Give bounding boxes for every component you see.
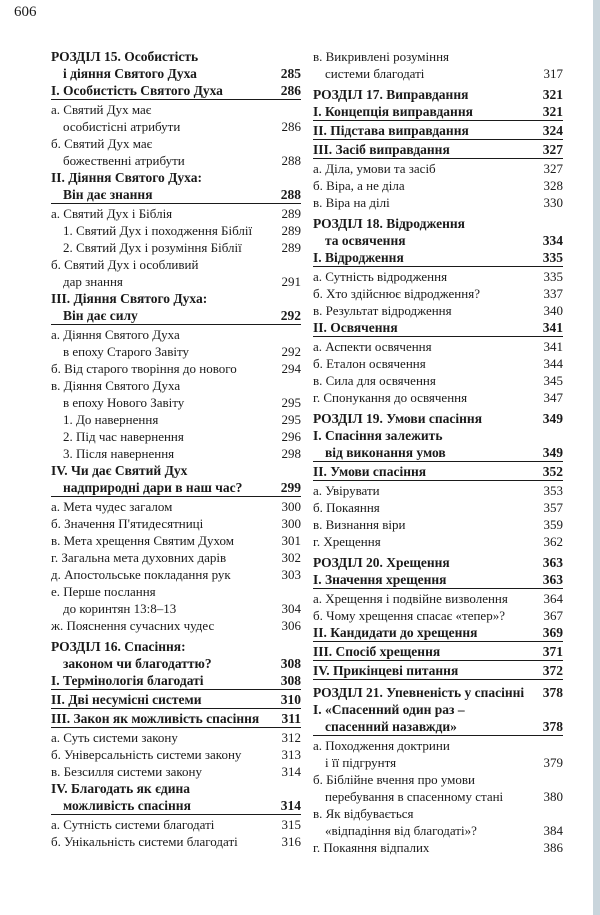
toc-entry-title: б. Універсальність системи закону [51,747,242,762]
toc-page-number: 292 [281,344,301,359]
toc-page-number: 295 [281,412,301,427]
toc-entry-title: б. Еталон освячення [313,356,426,371]
toc-page-number: 335 [543,269,563,284]
toc-entry-line [51,343,301,360]
toc-entry-title: системи благодаті [325,66,425,81]
toc-entry-line [313,141,563,159]
toc-page-number: 286 [280,83,301,98]
toc-entry-line [313,754,563,771]
toc-page-number: 300 [281,516,301,531]
toc-entry-title: І. «Спасенний один раз – [313,702,465,717]
toc-entry-line [51,205,301,222]
toc-entry-line [51,710,301,728]
toc-entry-title: надприродні дари в наш час? [63,480,243,495]
toc-page-number: 349 [542,445,563,460]
toc-entry-title: 1. До навернення [63,412,159,427]
toc-entry-line [313,571,563,589]
toc-entry-line [313,194,563,211]
toc-entry-title: і її підгрунтя [325,755,397,770]
toc-page-number: 295 [281,395,301,410]
toc-page-number: 292 [280,308,301,323]
toc-entry-line [51,583,301,600]
toc-entry-title: 2. Під час навернення [63,429,184,444]
toc-entry-line [51,82,301,100]
toc-entry-line [51,638,301,655]
toc-entry-line [313,499,563,516]
toc-page-number: 317 [543,66,563,81]
toc-entry-line [313,516,563,533]
toc-entry-line [313,482,563,499]
toc-page-number: 286 [281,119,301,134]
toc-entry-line [51,445,301,462]
toc-entry-title: а. Аспекти освячення [313,339,432,354]
toc-entry-line [313,410,563,427]
toc-entry-line [313,684,563,701]
toc-entry-title: Він дає силу [63,308,138,323]
toc-entry-line [313,103,563,121]
toc-entry-title: та освячення [325,233,406,248]
toc-entry-line [51,763,301,780]
toc-page-number: 335 [542,250,563,265]
toc-entry-title: ІІІ. Закон як можливість спасіння [51,711,260,726]
toc-page-number: 341 [542,320,563,335]
toc-entry-title: ІІ. Кандидати до хрещення [313,625,478,640]
toc-entry-line [51,256,301,273]
toc-entry-line [313,590,563,607]
toc-page-number: 357 [543,500,563,515]
toc-entry-title: г. Спонукання до освячення [313,390,468,405]
toc-entry-line [313,177,563,194]
toc-page-number: 359 [543,517,563,532]
toc-entry-title: ІІІ. Діяння Святого Духа: [51,291,208,306]
toc-entry-line [313,822,563,839]
toc-page-number: 353 [543,483,563,498]
toc-entry-line [313,643,563,661]
toc-entry-title: РОЗДІЛ 18. Відродження [313,216,465,231]
toc-page-number: 289 [281,240,301,255]
toc-entry-line [51,655,301,672]
toc-entry-title: ІІ. Діяння Святого Духа: [51,170,202,185]
toc-page-number: 379 [543,755,563,770]
toc-entry-line [51,617,301,634]
toc-page-number: 288 [280,187,301,202]
toc-page-number: 302 [281,550,301,565]
toc-entry-line [313,122,563,140]
toc-page-number: 371 [542,644,563,659]
toc-entry-title: РОЗДІЛ 20. Хрещення [313,555,450,570]
toc-entry-title: в. Сила для освячення [313,373,436,388]
toc-entry-line [313,319,563,337]
toc-entry-title: б. Святий Дух має [51,136,153,151]
toc-entry-line [51,833,301,850]
page-edge [593,0,600,915]
toc-entry-line [313,839,563,856]
toc-entry-title: можливість спасіння [63,798,191,813]
toc-entry-title: в. Віра на ділі [313,195,390,210]
toc-entry-line [51,780,301,797]
toc-entry-title: б. Чому хрещення спасає «тепер»? [313,608,505,623]
toc-left-column [51,48,301,850]
toc-entry-title: а. Сутність системи благодаті [51,817,215,832]
toc-entry-title: до коринтян 13:8–13 [63,601,177,616]
toc-entry-title: г. Хрещення [313,534,381,549]
toc-entry-title: РОЗДІЛ 19. Умови спасіння [313,411,482,426]
toc-entry-line [51,600,301,617]
toc-entry-title: д. Апостольське покладання рук [51,567,231,582]
toc-entry-line [313,302,563,319]
toc-page-number: 321 [542,87,563,102]
toc-entry-line [51,549,301,566]
toc-page-number: 289 [281,223,301,238]
toc-entry-line [313,718,563,736]
toc-entry-title: 2. Святий Дух і розуміння Біблії [63,240,242,255]
toc-entry-line [313,533,563,550]
toc-entry-title: в. Визнання віри [313,517,406,532]
toc-page-number: 372 [542,663,563,678]
toc-entry-title: в. Результат відродження [313,303,452,318]
toc-page-number: 369 [542,625,563,640]
toc-page-number: 288 [281,153,301,168]
toc-entry-line [313,232,563,249]
toc-entry-title: І. Концепція виправдання [313,104,473,119]
toc-entry-title: б. Від старого творіння до нового [51,361,237,376]
toc-page-number: 304 [281,601,301,616]
toc-page-number: 384 [543,823,563,838]
toc-page-number: 316 [281,834,301,849]
toc-page-number: 327 [543,161,563,176]
toc-page-number: 306 [281,618,301,633]
toc-entry-line [51,239,301,256]
toc-entry-line [51,48,301,65]
toc-entry-title: а. Діяння Святого Духа [51,327,180,342]
toc-page-number: 341 [543,339,563,354]
toc-page-number: 378 [542,685,563,700]
toc-page-number: 367 [543,608,563,623]
toc-page-number: 301 [281,533,301,548]
toc-entry-title: б. Значення П'ятидесятниці [51,516,204,531]
toc-entry-title: 3. Після навернення [63,446,175,461]
toc-entry-title: РОЗДІЛ 21. Упевненість у спасінні [313,685,525,700]
toc-page-number: 328 [543,178,563,193]
toc-entry-line [51,729,301,746]
toc-entry-title: б. Унікальність системи благодаті [51,834,238,849]
toc-page-number: 337 [543,286,563,301]
toc-entry-title: а. Святий Дух має [51,102,152,117]
toc-entry-line [313,771,563,788]
page-number: 606 [14,4,37,20]
toc-entry-title: IV. Благодать як єдина [51,781,191,796]
toc-entry-line [313,355,563,372]
toc-entry-title: ІІ. Умови спасіння [313,464,427,479]
toc-entry-title: перебування в спасенному стані [325,789,504,804]
toc-entry-title: спасенний назавжди» [325,719,457,734]
toc-page-number: 344 [543,356,563,371]
toc-entry-line [313,48,563,65]
toc-entry-line [51,515,301,532]
toc-entry-title: 1. Святий Дух і походження Біблії [63,223,253,238]
toc-entry-line [51,222,301,239]
toc-entry-title: І. Термінологія благодаті [51,673,204,688]
toc-entry-line [313,737,563,754]
toc-page-number: 349 [542,411,563,426]
toc-entry-line [313,662,563,680]
toc-page-number: 363 [542,572,563,587]
toc-entry-line [51,101,301,118]
toc-page-number: 364 [543,591,563,606]
toc-entry-line [51,326,301,343]
toc-page-number: 363 [542,555,563,570]
toc-entry-title: б. Хто здійснює відродження? [313,286,480,301]
toc-entry-title: в епоху Старого Завіту [63,344,189,359]
toc-page-number: 300 [281,499,301,514]
toc-entry-line [51,532,301,549]
toc-entry-line [313,607,563,624]
toc-entry-title: б. Віра, а не діла [313,178,405,193]
toc-entry-title: від виконання умов [325,445,446,460]
toc-entry-title: божественні атрибути [63,153,185,168]
toc-page-number: 308 [280,656,301,671]
toc-entry-title: РОЗДІЛ 17. Виправдання [313,87,469,102]
toc-entry-title: е. Перше послання [51,584,156,599]
toc-page-number: 334 [542,233,563,248]
toc-entry-title: а. Суть системи закону [51,730,178,745]
toc-page-number: 311 [281,711,301,726]
toc-entry-line [313,788,563,805]
toc-entry-title: ІІ. Освячення [313,320,398,335]
toc-page-number: 345 [543,373,563,388]
toc-entry-title: б. Біблійне вчення про умови [313,772,475,787]
toc-entry-title: РОЗДІЛ 15. Особистість [51,49,199,64]
toc-page-number: 298 [281,446,301,461]
toc-page-number: 327 [542,142,563,157]
toc-entry-line [313,427,563,444]
toc-entry-title: ІІ. Підстава виправдання [313,123,469,138]
toc-page-number: 324 [542,123,563,138]
toc-entry-line [51,377,301,394]
toc-entry-title: а. Святий Дух і Біблія [51,206,173,221]
toc-entry-line [51,169,301,186]
toc-entry-line [51,797,301,815]
toc-entry-line [51,498,301,515]
toc-entry-line [51,273,301,290]
toc-entry-line [51,566,301,583]
toc-entry-line [313,249,563,267]
toc-entry-title: г. Загальна мета духовних дарів [51,550,227,565]
toc-entry-line [51,118,301,135]
toc-page-number: 386 [543,840,563,855]
toc-entry-title: а. Сутність відродження [313,269,448,284]
toc-entry-title: б. Святий Дух і особливий [51,257,199,272]
toc-entry-title: а. Діла, умови та засіб [313,161,436,176]
toc-page-number: 313 [281,747,301,762]
toc-page-number: 362 [543,534,563,549]
toc-entry-line [51,672,301,690]
toc-entry-title: г. Покаяння відпалих [313,840,430,855]
toc-entry-line [51,428,301,445]
toc-entry-line [313,805,563,822]
toc-entry-line [51,135,301,152]
toc-entry-line [51,394,301,411]
toc-entry-title: «відпадіння від благодаті»? [325,823,477,838]
toc-entry-line [313,338,563,355]
toc-entry-line [313,389,563,406]
toc-entry-line [51,65,301,82]
toc-entry-title: IV. Прикінцеві питання [313,663,459,678]
toc-entry-line [313,160,563,177]
toc-page-number: 347 [543,390,563,405]
toc-entry-title: в. Як відбувається [313,806,414,821]
toc-entry-title: б. Покаяння [313,500,380,515]
toc-entry-title: законом чи благодаттю? [63,656,212,671]
toc-page-number: 380 [543,789,563,804]
toc-entry-line [313,86,563,103]
toc-entry-line [51,746,301,763]
toc-page-number: 296 [281,429,301,444]
toc-entry-line [51,290,301,307]
toc-entry-title: І. Значення хрещення [313,572,447,587]
toc-entry-line [51,816,301,833]
toc-page-number: 285 [280,66,301,81]
toc-entry-title: а. Хрещення і подвійне визволення [313,591,508,606]
toc-entry-title: в. Діяння Святого Духа [51,378,181,393]
toc-entry-line [51,152,301,169]
toc-entry-title: а. Мета чудес загалом [51,499,173,514]
toc-entry-title: дар знання [63,274,123,289]
toc-entry-line [313,624,563,642]
toc-page-number: 315 [281,817,301,832]
toc-entry-line [51,462,301,479]
toc-entry-line [51,479,301,497]
toc-entry-title: а. Походження доктрини [313,738,450,753]
toc-page-number: 294 [281,361,301,376]
toc-entry-line [313,215,563,232]
toc-page-number: 314 [280,798,301,813]
toc-page-number: 352 [542,464,563,479]
toc-page-number: 321 [542,104,563,119]
toc-entry-line [313,444,563,462]
toc-entry-title: особистісні атрибути [63,119,181,134]
toc-entry-line [313,268,563,285]
toc-entry-title: І. Відродження [313,250,404,265]
toc-right-column [313,48,563,856]
toc-entry-title: а. Увірувати [313,483,380,498]
toc-page-number: 299 [280,480,301,495]
toc-entry-title: і діяння Святого Духа [63,66,197,81]
toc-entry-line [51,411,301,428]
toc-page-number: 291 [281,274,301,289]
toc-entry-line [51,186,301,204]
toc-entry-line [313,372,563,389]
toc-entry-title: РОЗДІЛ 16. Спасіння: [51,639,186,654]
toc-entry-line [51,307,301,325]
toc-entry-title: ж. Пояснення сучасних чудес [51,618,215,633]
toc-entry-line [51,360,301,377]
toc-entry-title: ІІ. Дві несумісні системи [51,692,202,707]
toc-entry-title: І. Особистість Святого Духа [51,83,223,98]
toc-entry-line [313,65,563,82]
toc-page-number: 378 [542,719,563,734]
toc-page-number: 308 [280,673,301,688]
toc-entry-title: в. Безсилля системи закону [51,764,202,779]
toc-entry-title: в. Мета хрещення Святим Духом [51,533,234,548]
toc-entry-title: І. Спасіння залежить [313,428,443,443]
toc-entry-line [313,554,563,571]
toc-page-number: 340 [543,303,563,318]
toc-entry-title: ІІІ. Спосіб хрещення [313,644,441,659]
toc-entry-line [51,691,301,709]
toc-entry-title: в епоху Нового Завіту [63,395,185,410]
toc-entry-line [313,463,563,481]
toc-entry-title: ІІІ. Засіб виправдання [313,142,450,157]
toc-entry-title: IV. Чи дає Святий Дух [51,463,188,478]
toc-page-number: 314 [281,764,301,779]
toc-page-number: 303 [281,567,301,582]
toc-page-number: 330 [543,195,563,210]
toc-entry-line [313,701,563,718]
toc-entry-title: Він дає знання [63,187,153,202]
toc-page-number: 310 [280,692,301,707]
toc-entry-title: в. Викривлені розуміння [313,49,450,64]
toc-page-number: 312 [281,730,301,745]
toc-entry-line [313,285,563,302]
toc-page-number: 289 [281,206,301,221]
